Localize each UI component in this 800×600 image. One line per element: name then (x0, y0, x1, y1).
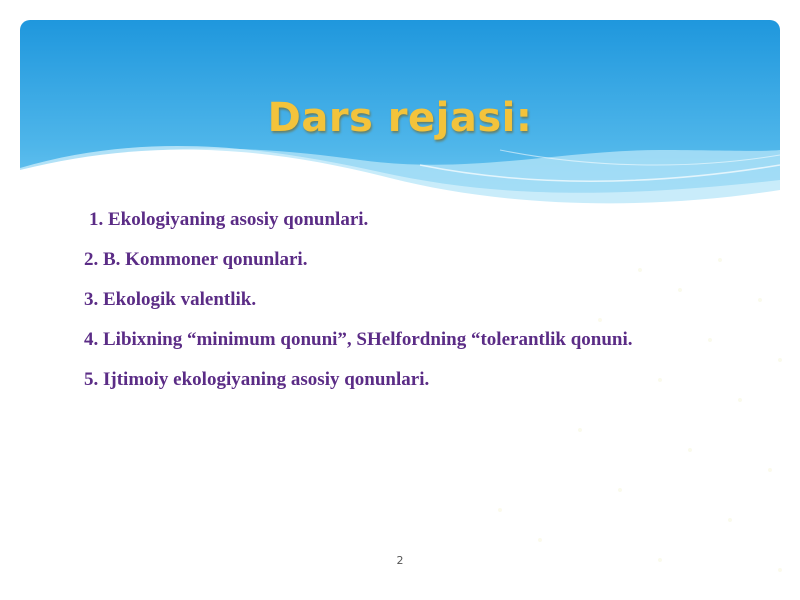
agenda-list (84, 206, 633, 406)
agenda-item: 3. Ekologik valentlik. (84, 289, 257, 310)
agenda-item: 2. B. Kommoner qonunlari. (84, 249, 308, 270)
agenda-item: 4. Libixning “minimum qonuni”, SHelfordning “tolerantlik qonuni. (84, 329, 633, 350)
page-number: 2 (396, 554, 404, 567)
agenda-item: 5. Ijtimoiy ekologiyaning asosiy qonunlari. (84, 369, 430, 390)
agenda-item: 1. Ekologiyaning asosiy qonunlari. (89, 209, 369, 230)
slide-title: Dars rejasi: (267, 95, 533, 141)
